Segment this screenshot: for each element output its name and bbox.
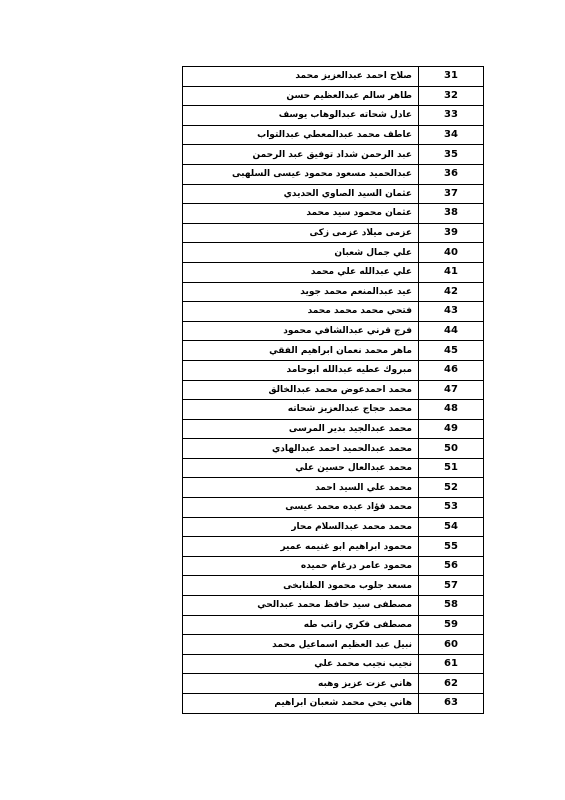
row-number-cell: 48 [419,400,484,420]
row-number-cell: 56 [419,556,484,576]
table-row [183,67,484,87]
person-name-cell: مصطفى فكري راتب طه [183,615,419,635]
person-name-cell: محمد علي السيد احمد [183,478,419,498]
row-number-cell: 54 [419,517,484,537]
row-number-cell: 53 [419,498,484,518]
person-name-cell: محمود ابراهيم ابو غنيمه عمير [183,537,419,557]
person-name-cell: محمد محمد عبدالسلام محار [183,517,419,537]
row-number-cell: 49 [419,419,484,439]
person-name-cell: محمد فؤاد عبده محمد عيسى [183,498,419,518]
table-row [183,204,484,224]
row-number-cell: 32 [419,86,484,106]
row-number-cell: 59 [419,615,484,635]
row-number-cell: 39 [419,223,484,243]
row-number-cell: 41 [419,262,484,282]
person-name-cell: محمد عبدالعال حسين علي [183,458,419,478]
table-row [183,635,484,655]
table-row [183,419,484,439]
row-number-cell: 37 [419,184,484,204]
table-row [183,262,484,282]
table-row [183,615,484,635]
person-name-cell: عثمان محمود سيد محمد [183,204,419,224]
person-name-cell: عبد الرحمن شداد توفيق عبد الرحمن [183,145,419,165]
person-name-cell: صلاح احمد عبدالعزيز محمد [183,67,419,87]
row-number-cell: 33 [419,106,484,126]
table-row [183,576,484,596]
person-name-cell: عادل شحاته عبدالوهاب يوسف [183,106,419,126]
person-name-cell: فتحي محمد محمد محمد [183,302,419,322]
person-name-cell: هاني يحي محمد شعبان ابراهيم [183,694,419,714]
person-name-cell: عزمى ميلاد عزمى زكى [183,223,419,243]
person-name-cell: محمد عبدالجيد بدير المرسى [183,419,419,439]
names-table [182,66,484,714]
row-number-cell: 31 [419,67,484,87]
table-row [183,243,484,263]
person-name-cell: عاطف محمد عبدالمعطي عبدالتواب [183,125,419,145]
person-name-cell: فرج قرني عبدالشافي محمود [183,321,419,341]
table-row [183,498,484,518]
row-number-cell: 58 [419,596,484,616]
table-row [183,380,484,400]
person-name-cell: عثمان السيد الصاوي الحديدي [183,184,419,204]
table-row [183,184,484,204]
person-name-cell: نبيل عبد العظيم اسماعيل محمد [183,635,419,655]
table-row [183,125,484,145]
person-name-cell: مبروك عطيه عبدالله ابوحامد [183,360,419,380]
person-name-cell: نجيب نجيب محمد علي [183,654,419,674]
person-name-cell: محمد حجاج عبدالعزيز شحاته [183,400,419,420]
row-number-cell: 42 [419,282,484,302]
table-row [183,282,484,302]
table-row [183,439,484,459]
table-row [183,458,484,478]
row-number-cell: 46 [419,360,484,380]
table-row [183,674,484,694]
person-name-cell: هاني عزت عزيز وهبه [183,674,419,694]
row-number-cell: 51 [419,458,484,478]
row-number-cell: 43 [419,302,484,322]
table-row [183,223,484,243]
row-number-cell: 34 [419,125,484,145]
person-name-cell: محمود عامر درغام حميده [183,556,419,576]
person-name-cell: مصطفى سيد حافظ محمد عبدالحي [183,596,419,616]
table-row [183,517,484,537]
person-name-cell: محمد احمدعوض محمد عبدالخالق [183,380,419,400]
table-row [183,145,484,165]
row-number-cell: 40 [419,243,484,263]
row-number-cell: 44 [419,321,484,341]
row-number-cell: 57 [419,576,484,596]
person-name-cell: مسعد جلوب محمود الطنابخى [183,576,419,596]
row-number-cell: 63 [419,694,484,714]
table-row [183,478,484,498]
table-row [183,86,484,106]
table-row [183,321,484,341]
row-number-cell: 61 [419,654,484,674]
table-row [183,164,484,184]
row-number-cell: 47 [419,380,484,400]
person-name-cell: طاهر سالم عبدالعظيم حسن [183,86,419,106]
person-name-cell: علي عبدالله علي محمد [183,262,419,282]
table-row [183,654,484,674]
table-row [183,400,484,420]
row-number-cell: 60 [419,635,484,655]
row-number-cell: 52 [419,478,484,498]
person-name-cell: علي جمال شعبان [183,243,419,263]
row-number-cell: 38 [419,204,484,224]
row-number-cell: 50 [419,439,484,459]
table-row [183,360,484,380]
table-row [183,556,484,576]
person-name-cell: محمد عبدالحميد احمد عبدالهادي [183,439,419,459]
row-number-cell: 36 [419,164,484,184]
person-name-cell: عيد عبدالمنعم محمد جويد [183,282,419,302]
table-row [183,106,484,126]
row-number-cell: 45 [419,341,484,361]
table-row [183,596,484,616]
names-table-body [183,67,484,714]
row-number-cell: 35 [419,145,484,165]
table-row [183,537,484,557]
row-number-cell: 55 [419,537,484,557]
table-row [183,341,484,361]
person-name-cell: ماهر محمد نعمان ابراهيم الفقي [183,341,419,361]
row-number-cell: 62 [419,674,484,694]
table-row [183,694,484,714]
table-row [183,302,484,322]
person-name-cell: عبدالحميد مسعود محمود عيسى السلهبى [183,164,419,184]
